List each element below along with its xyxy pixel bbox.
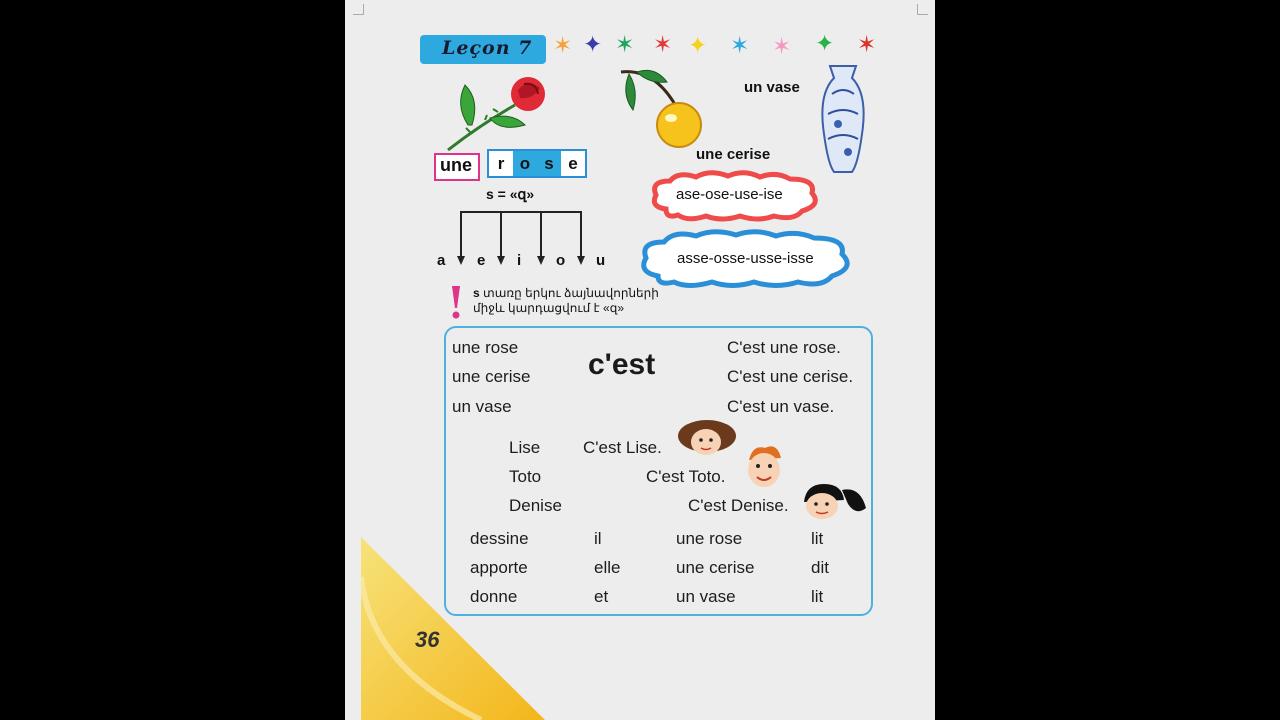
page-corner-triangle <box>361 537 545 720</box>
letter-tile: o <box>513 151 537 176</box>
grid-cell: et <box>594 587 609 606</box>
boy-face-toto-icon <box>743 442 785 490</box>
rule-note <box>473 286 659 316</box>
star-icon: ✦ <box>688 32 708 58</box>
girl-face-lise-icon <box>676 418 738 458</box>
grid-cell: donne <box>470 587 518 606</box>
note-line-2: միջև կարդացվում է «զ» <box>473 301 624 315</box>
label-une-cerise: une cerise <box>696 146 771 163</box>
name-denise: Denise <box>509 496 562 515</box>
grid-cell: dessine <box>470 529 529 548</box>
s-rule: s = «զ» <box>486 186 535 202</box>
lesson-title: Leçon 7 <box>442 37 533 59</box>
rose-icon <box>440 70 560 152</box>
grid-cell: lit <box>811 587 824 606</box>
note-letter: s <box>473 286 480 300</box>
star-icon: ✶ <box>653 31 673 57</box>
vowel-i: i <box>517 252 522 269</box>
letter-tile: r <box>489 151 513 176</box>
rose-letters <box>487 149 587 178</box>
cest-heading: c'est <box>588 348 656 381</box>
girl-face-denise-icon <box>800 482 870 522</box>
grid-cell: dit <box>811 558 829 577</box>
blue-cloud-text: asse-osse-usse-isse <box>677 250 814 267</box>
textbook-page <box>345 0 935 720</box>
sentence-vase: C'est un vase. <box>727 397 835 416</box>
sentence-toto: C'est Toto. <box>646 467 726 486</box>
red-cloud-text: ase-ose-use-ise <box>676 186 783 203</box>
vowel-u: u <box>596 252 606 269</box>
letter-tile: s <box>537 151 561 176</box>
sentence-cerise: C'est une cerise. <box>727 367 854 386</box>
exclamation-icon <box>449 284 463 320</box>
grid-cell: il <box>594 529 602 548</box>
sentence-rose: C'est une rose. <box>727 338 841 357</box>
letter-tile: e <box>561 151 585 176</box>
star-icon: ✶ <box>615 31 635 57</box>
label-un-vase: un vase <box>744 79 800 96</box>
crop-mark <box>353 4 364 15</box>
crop-mark <box>917 4 928 15</box>
vowel-a: a <box>437 252 446 269</box>
name-lise: Lise <box>509 438 541 457</box>
grid-cell: apporte <box>470 558 528 577</box>
word-une-cerise: une cerise <box>452 367 531 386</box>
name-toto: Toto <box>509 467 542 486</box>
star-icon: ✶ <box>772 33 792 59</box>
star-icon: ✶ <box>730 32 750 58</box>
grid-cell: une cerise <box>676 558 755 577</box>
sentence-denise: C'est Denise. <box>688 496 789 515</box>
word-une-rose: une rose <box>452 338 519 357</box>
vowel-e: e <box>477 252 486 269</box>
cherry-icon <box>615 66 710 151</box>
star-icon: ✦ <box>815 30 835 56</box>
note-line-1: տառը երկու ձայնավորների <box>479 286 659 300</box>
vase-icon <box>818 64 868 176</box>
grid-cell: une rose <box>676 529 743 548</box>
article-une: une <box>440 155 473 175</box>
sentence-lise: C'est Lise. <box>583 438 662 457</box>
vowel-o: o <box>556 252 566 269</box>
grid-cell: un vase <box>676 587 736 606</box>
grid-cell: elle <box>594 558 621 577</box>
star-icon: ✶ <box>857 31 877 57</box>
star-icon: ✶ <box>553 32 573 58</box>
grid-cell: lit <box>811 529 824 548</box>
star-icon: ✦ <box>583 31 603 57</box>
word-un-vase: un vase <box>452 397 512 416</box>
page-number: 36 <box>415 627 440 652</box>
